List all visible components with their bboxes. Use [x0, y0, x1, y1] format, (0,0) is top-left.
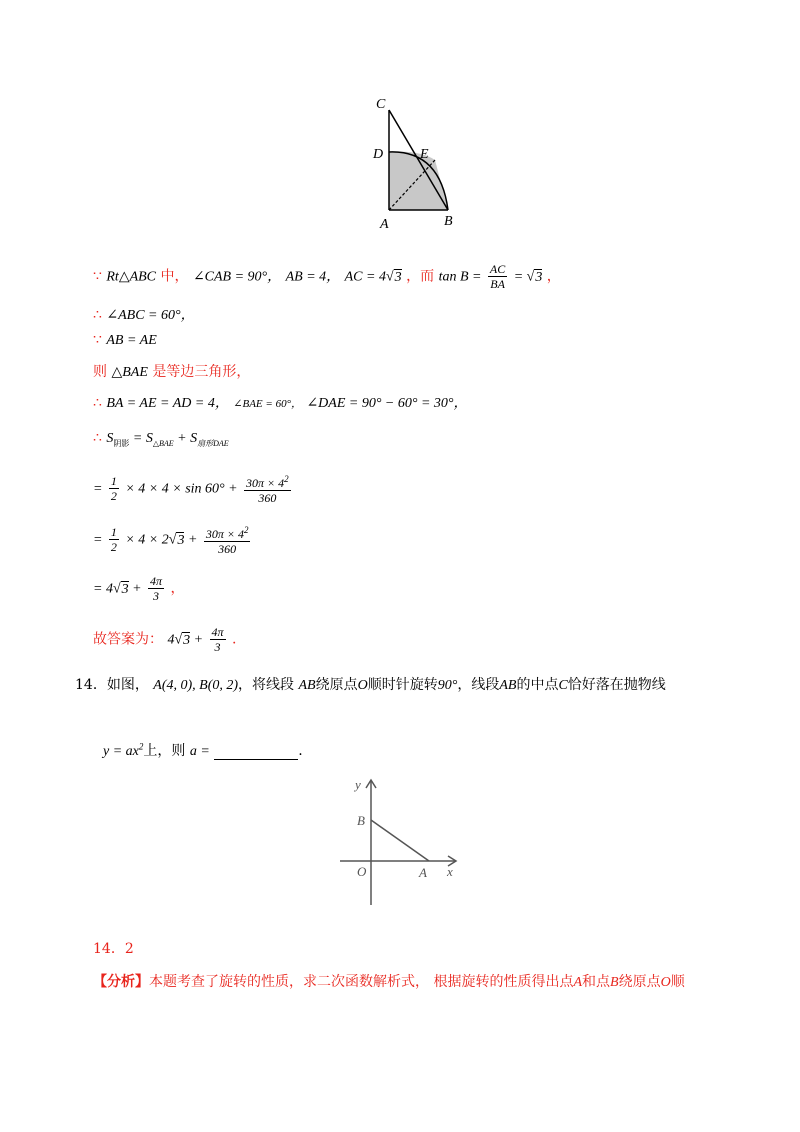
- answer-line-13: 故答案为： 4√3 + $\frac{4\pi}{3}$ .: [93, 625, 237, 654]
- ab-eq-ae: AB = AE: [106, 333, 157, 348]
- plus: +: [190, 632, 204, 648]
- label-b: B: [444, 214, 453, 229]
- solution-line-5: [93, 392, 468, 412]
- segment-ab-plot: [371, 820, 429, 861]
- figure-coordinate-axes: [335, 775, 465, 910]
- origin-o: O: [660, 975, 671, 990]
- text: 顺: [670, 974, 685, 990]
- point-b: B: [610, 975, 619, 990]
- text: ，线段: [457, 677, 500, 693]
- therefore-symbol: ∴: [93, 307, 102, 323]
- because-symbol: ∵: [93, 268, 102, 285]
- analysis-text: 本题考查了旋转的性质，求二次函数解析式， 根据旋转的性质得出点: [149, 974, 574, 990]
- period: .: [232, 631, 237, 648]
- rotation-angle: 90°: [437, 678, 458, 693]
- comma: ，: [546, 268, 561, 285]
- equal-lengths: BA = AE = AD = 4，: [106, 396, 229, 411]
- solution-line-7: [93, 472, 293, 505]
- text: ，将线段: [238, 677, 295, 693]
- angle-bae: ∠BAE = 60°，: [233, 398, 302, 410]
- label-a: A: [419, 865, 427, 880]
- answer-blank[interactable]: [214, 745, 298, 760]
- label-d: D: [373, 147, 384, 162]
- eq-result: = 4: [93, 581, 113, 597]
- plus: +: [184, 532, 198, 548]
- text: 和点: [582, 974, 611, 990]
- answer-radicand: 3: [183, 632, 191, 648]
- ac-radicand: 3: [394, 269, 402, 285]
- text-er: ，而: [406, 268, 435, 285]
- eq-sign: =: [93, 481, 103, 497]
- eq-sign: =: [93, 532, 103, 548]
- text: 的中点: [516, 677, 559, 693]
- area-eq: = S: [129, 431, 153, 446]
- a-equals: a =: [189, 744, 210, 759]
- text: 绕原点: [315, 677, 358, 693]
- therefore-symbol: ∴: [93, 395, 102, 411]
- label-a: A: [380, 217, 389, 232]
- answer-coef: 4: [167, 632, 175, 648]
- ac-length: AC = 4: [344, 269, 386, 285]
- comma: ，: [170, 580, 185, 597]
- area-sector-sub: 扇形DAE: [197, 438, 229, 448]
- radicand: 3: [177, 532, 185, 548]
- segment-ab: AB: [298, 678, 316, 693]
- angle-dae: ∠DAE = 90° − 60° = 30°，: [306, 396, 468, 411]
- text-equilateral: 是等边三角形，: [152, 364, 251, 380]
- label-e: E: [420, 147, 429, 162]
- text: 顺时针旋转: [367, 677, 438, 693]
- origin-o: O: [357, 678, 368, 693]
- sector-fraction: $\frac{30\pi \times 4^2}{360}$: [205, 525, 249, 556]
- plus: +: [128, 581, 142, 597]
- analysis-tag: 【分析】: [93, 974, 149, 990]
- ab-length: AB = 4，: [285, 269, 341, 285]
- radicand: 3: [121, 581, 129, 597]
- point-c: C: [558, 678, 568, 693]
- half-fraction: $\frac{1}{2}$: [110, 525, 117, 554]
- solution-line-1: ∵ Rt△ABC 中， ∠CAB = 90°， AB = 4， AC = 4√3 ，而 tan B = $\frac{AC}{BA}$ = √3 ，: [93, 262, 561, 291]
- text: 上，则: [143, 743, 186, 759]
- points-ab: A(4, 0), B(0, 2): [153, 678, 239, 693]
- exponent: 2: [138, 741, 144, 752]
- answer-fraction: $\frac{4\pi}{3}$: [211, 625, 224, 654]
- tan-eq: =: [513, 269, 527, 285]
- therefore-symbol: ∴: [93, 430, 102, 446]
- angle-cab: ∠CAB = 90°，: [192, 269, 282, 285]
- label-y: y: [355, 777, 361, 792]
- problem-number: 14．: [75, 677, 107, 693]
- solution-line-2: [93, 304, 195, 324]
- point-a: A: [573, 975, 583, 990]
- label-c: C: [376, 97, 386, 112]
- solution-line-6: [93, 430, 229, 449]
- triangle-area-expr: × 4 × 4 × sin 60° +: [125, 481, 238, 497]
- area-triangle-sub: △BAE: [152, 438, 174, 448]
- problem-14-line-1: [75, 674, 666, 694]
- solution-line-3: [93, 332, 157, 349]
- solution-line-4: [93, 361, 250, 381]
- half-fraction: $\frac{1}{2}$: [110, 474, 117, 503]
- tan-b: tan B =: [438, 269, 482, 285]
- area-s: S: [106, 431, 114, 446]
- sector-fraction: $\frac{30\pi \times 4^2}{360}$: [246, 474, 289, 505]
- figure-sector-triangle: [370, 92, 470, 232]
- result-fraction: $\frac{4\pi}{3}$: [150, 574, 163, 603]
- analysis-14: [93, 971, 685, 991]
- tan-fraction: $\frac{AC}{BA}$: [489, 262, 506, 291]
- because-symbol: ∵: [93, 332, 102, 348]
- angle-abc: ∠ABC = 60°，: [106, 308, 195, 323]
- text: 如图，: [106, 677, 149, 693]
- text-zhong: 中，: [160, 268, 189, 285]
- triangle-area-expr: × 4 × 2: [125, 532, 169, 548]
- area-shaded-sub: 阴影: [113, 438, 130, 448]
- parabola-equation: y = ax: [103, 744, 139, 759]
- segment-ab: AB: [499, 678, 517, 693]
- tan-radicand: 3: [535, 269, 543, 285]
- problem-14-line-2: [103, 740, 303, 760]
- solution-line-8: = $\frac{1}{2}$ × 4 × 2√3 + $\frac{30\pi \times 4^2}{360}$: [93, 525, 249, 556]
- text: 恰好落在抛物线: [567, 677, 666, 693]
- label-b: B: [357, 813, 365, 828]
- label-x: x: [447, 864, 453, 879]
- triangle-bae: △BAE: [111, 365, 148, 380]
- answer-14: 14．2: [93, 941, 134, 957]
- rt-triangle: Rt△ABC: [106, 269, 157, 285]
- solution-line-9: = 4√3 + $\frac{4\pi}{3}$ ，: [93, 574, 185, 603]
- label-o: O: [357, 864, 367, 879]
- period: .: [298, 743, 303, 759]
- text-ze: 则: [93, 364, 107, 380]
- answer-label: 故答案为：: [93, 631, 163, 648]
- text: 绕原点: [618, 974, 661, 990]
- area-plus: + S: [173, 431, 198, 446]
